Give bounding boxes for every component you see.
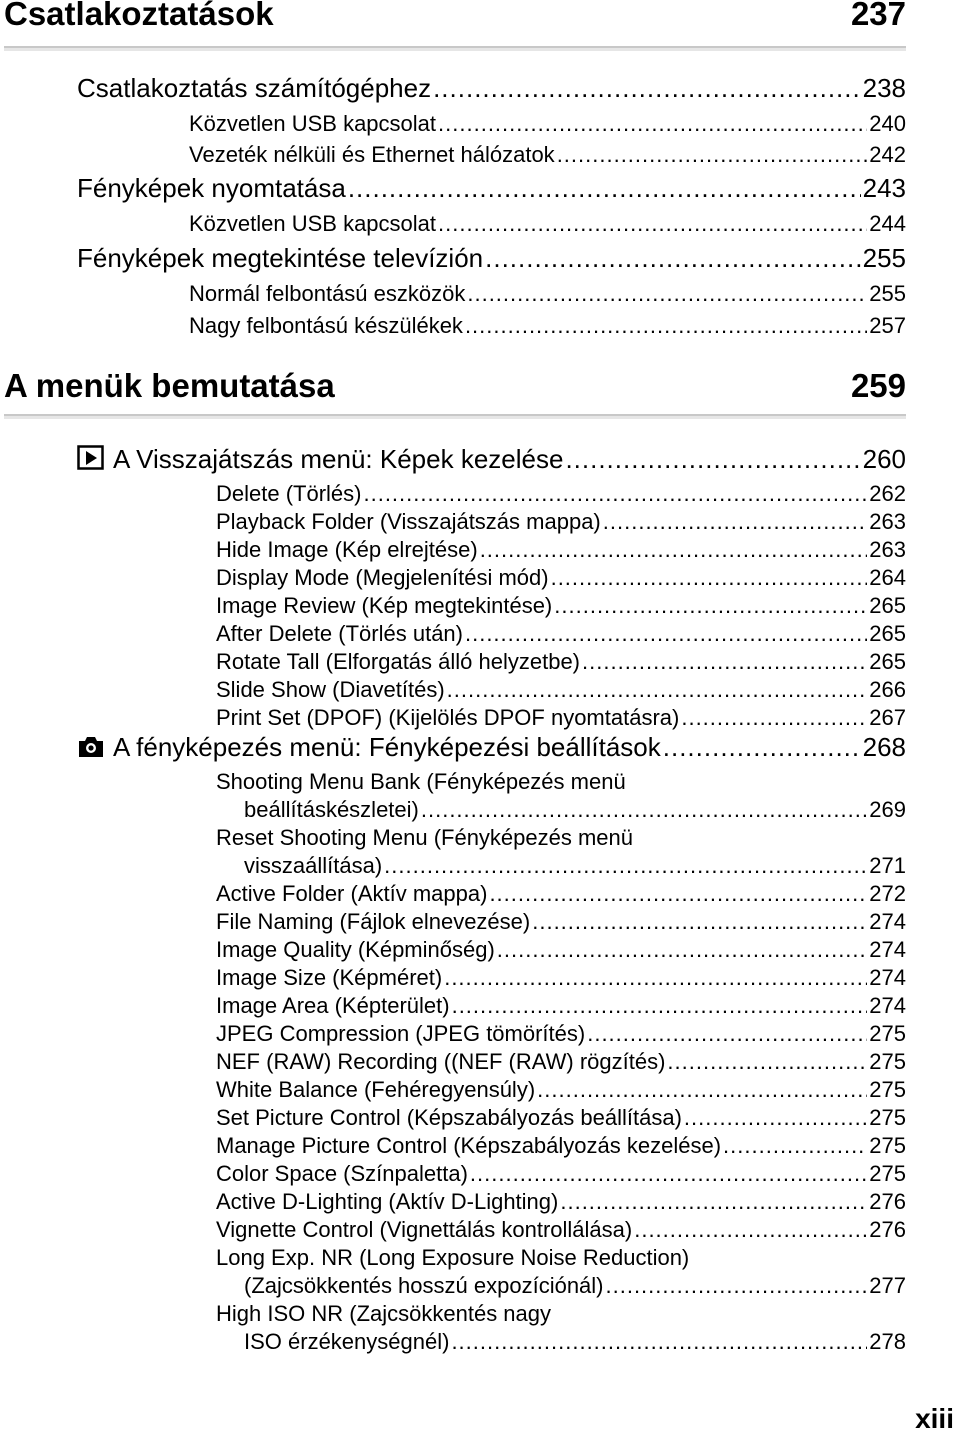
toc-entry-title: Hide Image (Kép elrejtése)	[216, 537, 478, 562]
toc-entry[interactable]	[216, 564, 906, 592]
toc-entry-title: Csatlakoztatás számítógéphez	[77, 73, 432, 103]
toc-entry-page: 274	[869, 909, 906, 934]
toc-entry-title: A fényképezés menü: Fényképezési beállítások	[113, 732, 661, 762]
toc-entry-page: 263	[869, 509, 906, 534]
toc-entry[interactable]	[216, 1188, 906, 1216]
toc-entry[interactable]	[216, 620, 906, 648]
toc-entry[interactable]	[216, 964, 906, 992]
toc-entry-page: 275	[869, 1133, 906, 1158]
toc-entry-page: 267	[869, 705, 906, 730]
toc-entry-page: 262	[869, 481, 906, 506]
toc-entry-title: Active Folder (Aktív mappa)	[216, 881, 488, 906]
toc-entry[interactable]	[216, 676, 906, 704]
toc-entry[interactable]	[216, 704, 906, 732]
toc-entry-title: Delete (Törlés)	[216, 481, 362, 506]
toc-entry-title: NEF (RAW) Recording ((NEF (RAW) rögzítés)	[216, 1049, 666, 1074]
toc-entry-title: Active D-Lighting (Aktív D-Lighting)	[216, 1189, 559, 1214]
toc-entry-title: Reset Shooting Menu (Fényképezés menü	[216, 825, 634, 850]
toc-entry-title-continued: visszaállítása)	[244, 853, 383, 878]
dot-leader	[603, 508, 868, 536]
dot-leader	[497, 936, 867, 964]
toc-entry-page: 277	[869, 1273, 906, 1298]
camera-icon	[77, 733, 105, 759]
toc-entry-playback-menu[interactable]	[77, 443, 906, 475]
dot-leader	[606, 1272, 868, 1300]
dot-leader	[363, 480, 867, 508]
toc-entry-title: Image Review (Kép megtekintése)	[216, 593, 553, 618]
toc-entry-title: Normál felbontású eszközök	[189, 281, 466, 306]
toc-entry-title-continued: (Zajcsökkentés hosszú expozíciónál)	[244, 1273, 604, 1298]
toc-entry-page: 271	[869, 853, 906, 878]
toc-entry[interactable]	[216, 592, 906, 620]
toc-entry-page: 238	[862, 73, 906, 103]
toc-entry[interactable]	[216, 508, 906, 536]
dot-leader	[723, 1132, 867, 1160]
dot-leader	[421, 796, 867, 824]
dot-leader	[444, 964, 867, 992]
toc-entry-page: 275	[869, 1021, 906, 1046]
dot-leader	[465, 620, 867, 648]
dot-leader	[467, 280, 867, 308]
toc-entry[interactable]	[216, 480, 906, 508]
toc-entry[interactable]	[216, 536, 906, 564]
toc-entry-page: 274	[869, 965, 906, 990]
toc-entry[interactable]	[189, 110, 906, 138]
toc-entry-page: 278	[869, 1329, 906, 1354]
toc-entry-title: Set Picture Control (Képszabályozás beállítása)	[216, 1105, 682, 1130]
toc-entry[interactable]	[216, 908, 906, 936]
toc-entry-title: Playback Folder (Visszajátszás mappa)	[216, 509, 601, 534]
dot-leader	[447, 676, 868, 704]
toc-entry-page: 260	[862, 444, 906, 474]
dot-leader	[582, 648, 867, 676]
toc-entry[interactable]	[216, 648, 906, 676]
toc-entry-title: Display Mode (Megjelenítési mód)	[216, 565, 549, 590]
dot-leader	[348, 172, 861, 204]
toc-entry-page: 272	[869, 881, 906, 906]
dot-leader	[634, 1216, 867, 1244]
toc-entry[interactable]	[216, 1132, 906, 1160]
toc-entry-title: White Balance (Fehéregyensúly)	[216, 1077, 536, 1102]
toc-entry-multiline[interactable]	[216, 824, 906, 880]
toc-entry-multiline[interactable]	[216, 768, 906, 824]
dot-leader	[557, 141, 868, 169]
toc-entry-title: After Delete (Törlés után)	[216, 621, 463, 646]
section-rule	[4, 414, 906, 419]
toc-entry-page: 244	[869, 211, 906, 236]
toc-entry[interactable]	[77, 172, 906, 204]
dot-leader	[485, 242, 860, 274]
toc-entry-page: 265	[869, 621, 906, 646]
toc-entry-page: 275	[869, 1077, 906, 1102]
toc-entry-page: 255	[869, 281, 906, 306]
toc-entry[interactable]	[216, 1160, 906, 1188]
dot-leader	[667, 1048, 867, 1076]
toc-entry-title: Long Exp. NR (Long Exposure Noise Reduction)	[216, 1245, 690, 1270]
toc-entry-title: High ISO NR (Zajcsökkentés nagy	[216, 1301, 552, 1326]
dot-leader	[480, 536, 868, 564]
toc-entry[interactable]	[216, 1020, 906, 1048]
dot-leader	[438, 210, 867, 238]
toc-entry-shooting-menu[interactable]	[77, 731, 906, 763]
toc-entry-page: 276	[869, 1189, 906, 1214]
dot-leader	[554, 592, 867, 620]
toc-entry-title: Közvetlen USB kapcsolat	[189, 111, 437, 136]
dot-leader	[465, 312, 867, 340]
dot-leader	[451, 1328, 867, 1356]
toc-entry-page: 276	[869, 1217, 906, 1242]
toc-entry-page: 266	[869, 677, 906, 702]
dot-leader	[551, 564, 868, 592]
dot-leader	[433, 72, 861, 104]
page-folio: xiii	[915, 1403, 954, 1434]
dot-leader	[560, 1188, 867, 1216]
dot-leader	[663, 731, 861, 763]
dot-leader	[681, 704, 867, 732]
dot-leader	[452, 992, 868, 1020]
toc-entry-title: Vignette Control (Vignettálás kontrollálása)	[216, 1217, 633, 1242]
toc-entry-title: Közvetlen USB kapcsolat	[189, 211, 437, 236]
toc-entry-page: 255	[862, 243, 906, 273]
toc-entry[interactable]	[189, 280, 906, 308]
toc-entry-page: 275	[869, 1161, 906, 1186]
toc-entry-page: 269	[869, 797, 906, 822]
dot-leader	[438, 110, 867, 138]
toc-entry-title: Color Space (Színpaletta)	[216, 1161, 468, 1186]
dot-leader	[684, 1104, 867, 1132]
toc-entry-title: A Visszajátszás menü: Képek kezelése	[113, 444, 564, 474]
toc-entry[interactable]	[189, 312, 906, 340]
toc-entry-title: Nagy felbontású készülékek	[189, 313, 463, 338]
toc-entry-title-continued: beállításkészletei)	[244, 797, 419, 822]
toc-entry[interactable]	[216, 880, 906, 908]
dot-leader	[565, 443, 860, 475]
toc-entry-title: Rotate Tall (Elforgatás álló helyzetbe)	[216, 649, 581, 674]
dot-leader	[537, 1076, 867, 1104]
toc-entry-page: 265	[869, 649, 906, 674]
section-heading-menus	[4, 366, 906, 406]
toc-entry[interactable]	[189, 210, 906, 238]
toc-entry-title-continued: ISO érzékenységnél)	[244, 1329, 450, 1354]
toc-entry[interactable]	[216, 992, 906, 1020]
toc-entry[interactable]	[216, 1216, 906, 1244]
toc-entry-page: 257	[869, 313, 906, 338]
section-heading-connections	[4, 0, 906, 34]
toc-entry-title: Image Area (Képterület)	[216, 993, 450, 1018]
toc-entry-page: 275	[869, 1105, 906, 1130]
dot-leader	[587, 1020, 867, 1048]
dot-leader	[384, 852, 867, 880]
dot-leader	[532, 908, 867, 936]
toc-entry[interactable]	[216, 1104, 906, 1132]
section-page-number: 237	[850, 0, 906, 32]
toc-entry-title: Slide Show (Diavetítés)	[216, 677, 445, 702]
toc-entry-page: 240	[869, 111, 906, 136]
toc-entry-title: Manage Picture Control (Képszabályozás kezelése)	[216, 1133, 722, 1158]
dot-leader	[489, 880, 867, 908]
toc-entry-title: Vezeték nélküli és Ethernet hálózatok	[189, 142, 555, 167]
toc-entry-page: 274	[869, 937, 906, 962]
section-rule	[4, 46, 906, 51]
toc-entry-multiline[interactable]	[216, 1244, 906, 1300]
toc-entry-title: Fényképek nyomtatása	[77, 173, 346, 203]
toc-entry-title: File Naming (Fájlok elnevezése)	[216, 909, 531, 934]
toc-entry-title: Image Size (Képméret)	[216, 965, 443, 990]
toc-entry-title: Image Quality (Képminőség)	[216, 937, 495, 962]
section-page-number: 259	[850, 367, 906, 404]
toc-entry-page: 263	[869, 537, 906, 562]
toc-entry[interactable]	[216, 1048, 906, 1076]
toc-entry-page: 242	[869, 142, 906, 167]
toc-entry-page: 275	[869, 1049, 906, 1074]
toc-entry-page: 268	[862, 732, 906, 762]
playback-menu-icon	[77, 445, 105, 471]
toc-entry[interactable]	[216, 1076, 906, 1104]
toc-entry-page: 243	[862, 173, 906, 203]
section-title: Csatlakoztatások	[4, 0, 274, 32]
section-title: A menük bemutatása	[4, 367, 335, 404]
toc-entry-title: Fényképek megtekintése televízión	[77, 243, 484, 273]
dot-leader	[470, 1160, 867, 1188]
toc-entry[interactable]	[216, 936, 906, 964]
toc-entry[interactable]	[189, 141, 906, 169]
toc-entry-title: JPEG Compression (JPEG tömörítés)	[216, 1021, 586, 1046]
toc-entry-title: Shooting Menu Bank (Fényképezés menü	[216, 769, 626, 794]
toc-entry-title: Print Set (DPOF) (Kijelölés DPOF nyomtatásra)	[216, 705, 680, 730]
toc-entry-multiline[interactable]	[216, 1300, 906, 1356]
toc-entry[interactable]	[77, 242, 906, 274]
toc-entry[interactable]	[77, 72, 906, 104]
toc-entry-page: 264	[869, 565, 906, 590]
toc-entry-page: 265	[869, 593, 906, 618]
toc-entry-page: 274	[869, 993, 906, 1018]
